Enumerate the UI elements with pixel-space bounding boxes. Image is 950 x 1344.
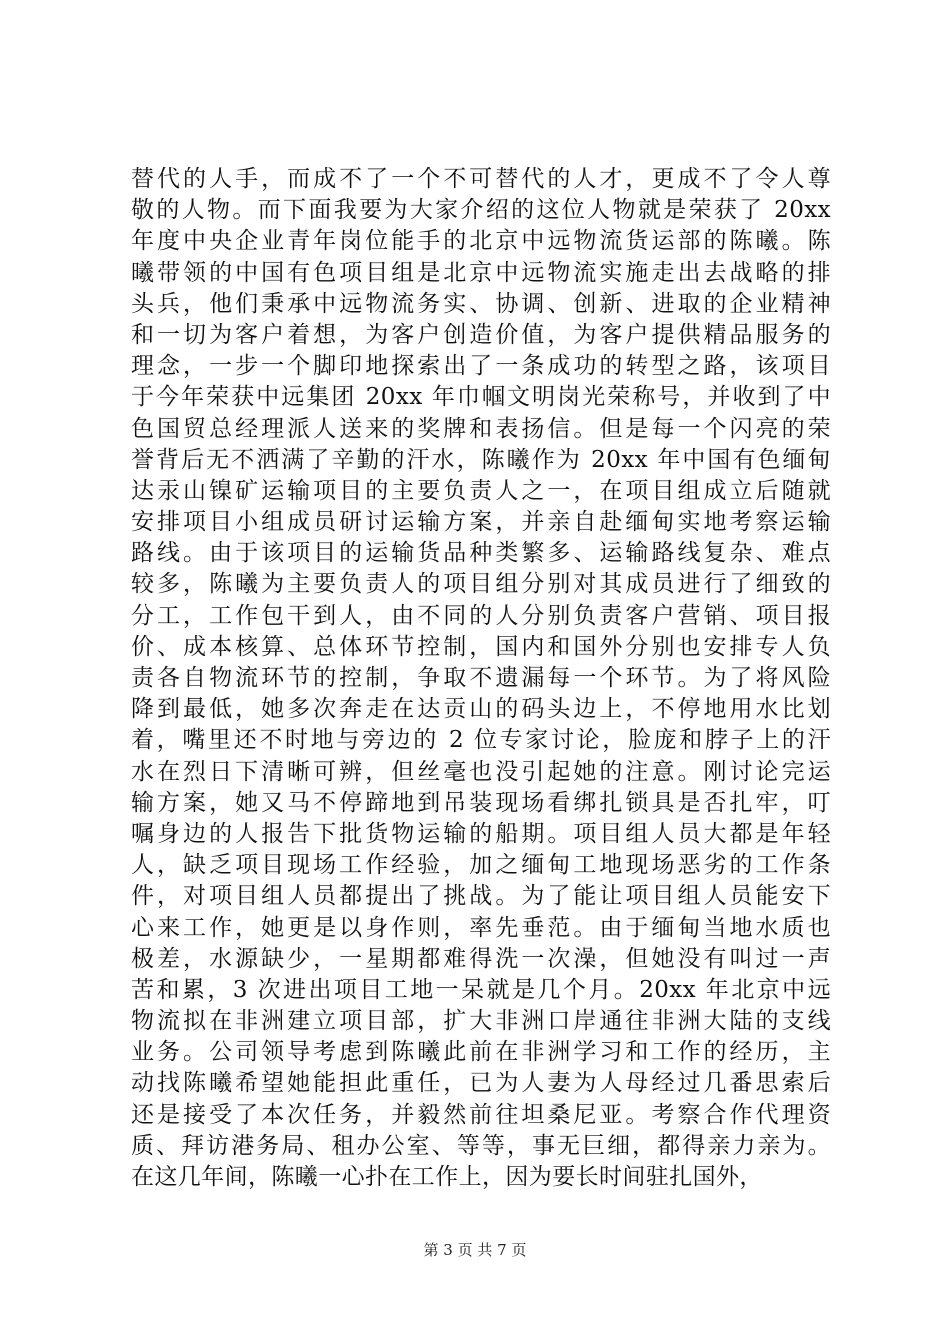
text-line: 替代的人手，而成不了一个不可替代的人才，更成不了令人尊 (131, 166, 831, 192)
text-line: 路线。由于该项目的运输货品种类繁多、运输路线复杂、难点 (131, 540, 831, 567)
text-line: 在这几年间，陈曦一心扑在工作上，因为要长时间驻扎国外， (131, 1164, 763, 1190)
text-line: 人，缺乏项目现场工作经验，加之缅甸工地现场恶劣的工作条 (131, 852, 831, 879)
text-line: 曦带领的中国有色项目组是北京中远物流实施走出去战略的排 (131, 259, 831, 286)
text-line: 分工，工作包干到人，由不同的人分别负责客户营销、项目报 (131, 602, 831, 629)
text-line: 誉背后无不洒满了辛勤的汗水，陈曦作为 20xx 年中国有色缅甸 (131, 446, 831, 473)
text-line: 动找陈曦希望她能担此重任，已为人妻为人母经过几番思索后 (131, 1070, 831, 1097)
text-line: 极差，水源缺少，一星期都难得洗一次澡，但她没有叫过一声 (131, 945, 831, 972)
text-line: 降到最低，她多次奔走在达贡山的码头边上，不停地用水比划 (131, 696, 831, 723)
text-line: 责各自物流环节的控制，争取不遗漏每一个环节。为了将风险 (131, 665, 831, 691)
text-line: 价、成本核算、总体环节控制，国内和国外分别也安排专人负 (131, 633, 831, 660)
text-line: 心来工作，她更是以身作则，率先垂范。由于缅甸当地水质也 (131, 914, 831, 941)
body-text (131, 164, 831, 1193)
text-line: 理念，一步一个脚印地探索出了一条成功的转型之路，该项目 (131, 353, 831, 380)
text-line: 输方案，她又马不停蹄地到吊装现场看绑扎锁具是否扎牢，叮 (131, 789, 831, 816)
text-line: 嘱身边的人报告下批货物运输的船期。项目组人员大都是年轻 (131, 820, 831, 847)
text-line: 于今年荣获中远集团 20xx 年巾帼文明岗光荣称号，并收到了中 (131, 384, 831, 411)
text-line: 和一切为客户着想，为客户创造价值，为客户提供精品服务的 (131, 321, 831, 348)
text-line: 敬的人物。而下面我要为大家介绍的这位人物就是荣获了 20xx (131, 197, 831, 224)
text-line: 水在烈日下清晰可辨，但丝毫也没引起她的注意。刚讨论完运 (131, 758, 831, 785)
text-line: 达汞山镍矿运输项目的主要负责人之一，在项目组成立后随就 (131, 477, 831, 504)
text-line: 着，嘴里还不时地与旁边的 2 位专家讨论，脸庞和脖子上的汗 (131, 727, 831, 754)
page-number: 第 3 页 共 7 页 (423, 1241, 527, 1259)
text-line: 物流拟在非洲建立项目部，扩大非洲口岸通往非洲大陆的支线 (131, 1008, 831, 1035)
text-line: 头兵，他们秉承中远物流务实、协调、创新、进取的企业精神 (131, 290, 831, 317)
text-line: 苦和累，3 次进出项目工地一呆就是几个月。20xx 年北京中远 (131, 976, 831, 1003)
text-line: 质、拜访港务局、租办公室、等等，事无巨细，都得亲力亲为。 (131, 1132, 831, 1159)
text-line: 较多，陈曦为主要负责人的项目组分别对其成员进行了细致的 (131, 571, 831, 598)
text-line: 件，对项目组人员都提出了挑战。为了能让项目组人员能安下 (131, 883, 831, 910)
text-line: 安排项目小组成员研讨运输方案，并亲自赴缅甸实地考察运输 (131, 509, 831, 536)
text-line: 年度中央企业青年岗位能手的北京中远物流货运部的陈曦。陈 (131, 228, 831, 255)
text-line: 色国贸总经理派人送来的奖牌和表扬信。但是每一个闪亮的荣 (131, 415, 831, 442)
text-line: 还是接受了本次任务，并毅然前往坦桑尼亚。考察合作代理资 (131, 1101, 831, 1128)
text-line: 业务。公司领导考虑到陈曦此前在非洲学习和工作的经历，主 (131, 1039, 831, 1066)
